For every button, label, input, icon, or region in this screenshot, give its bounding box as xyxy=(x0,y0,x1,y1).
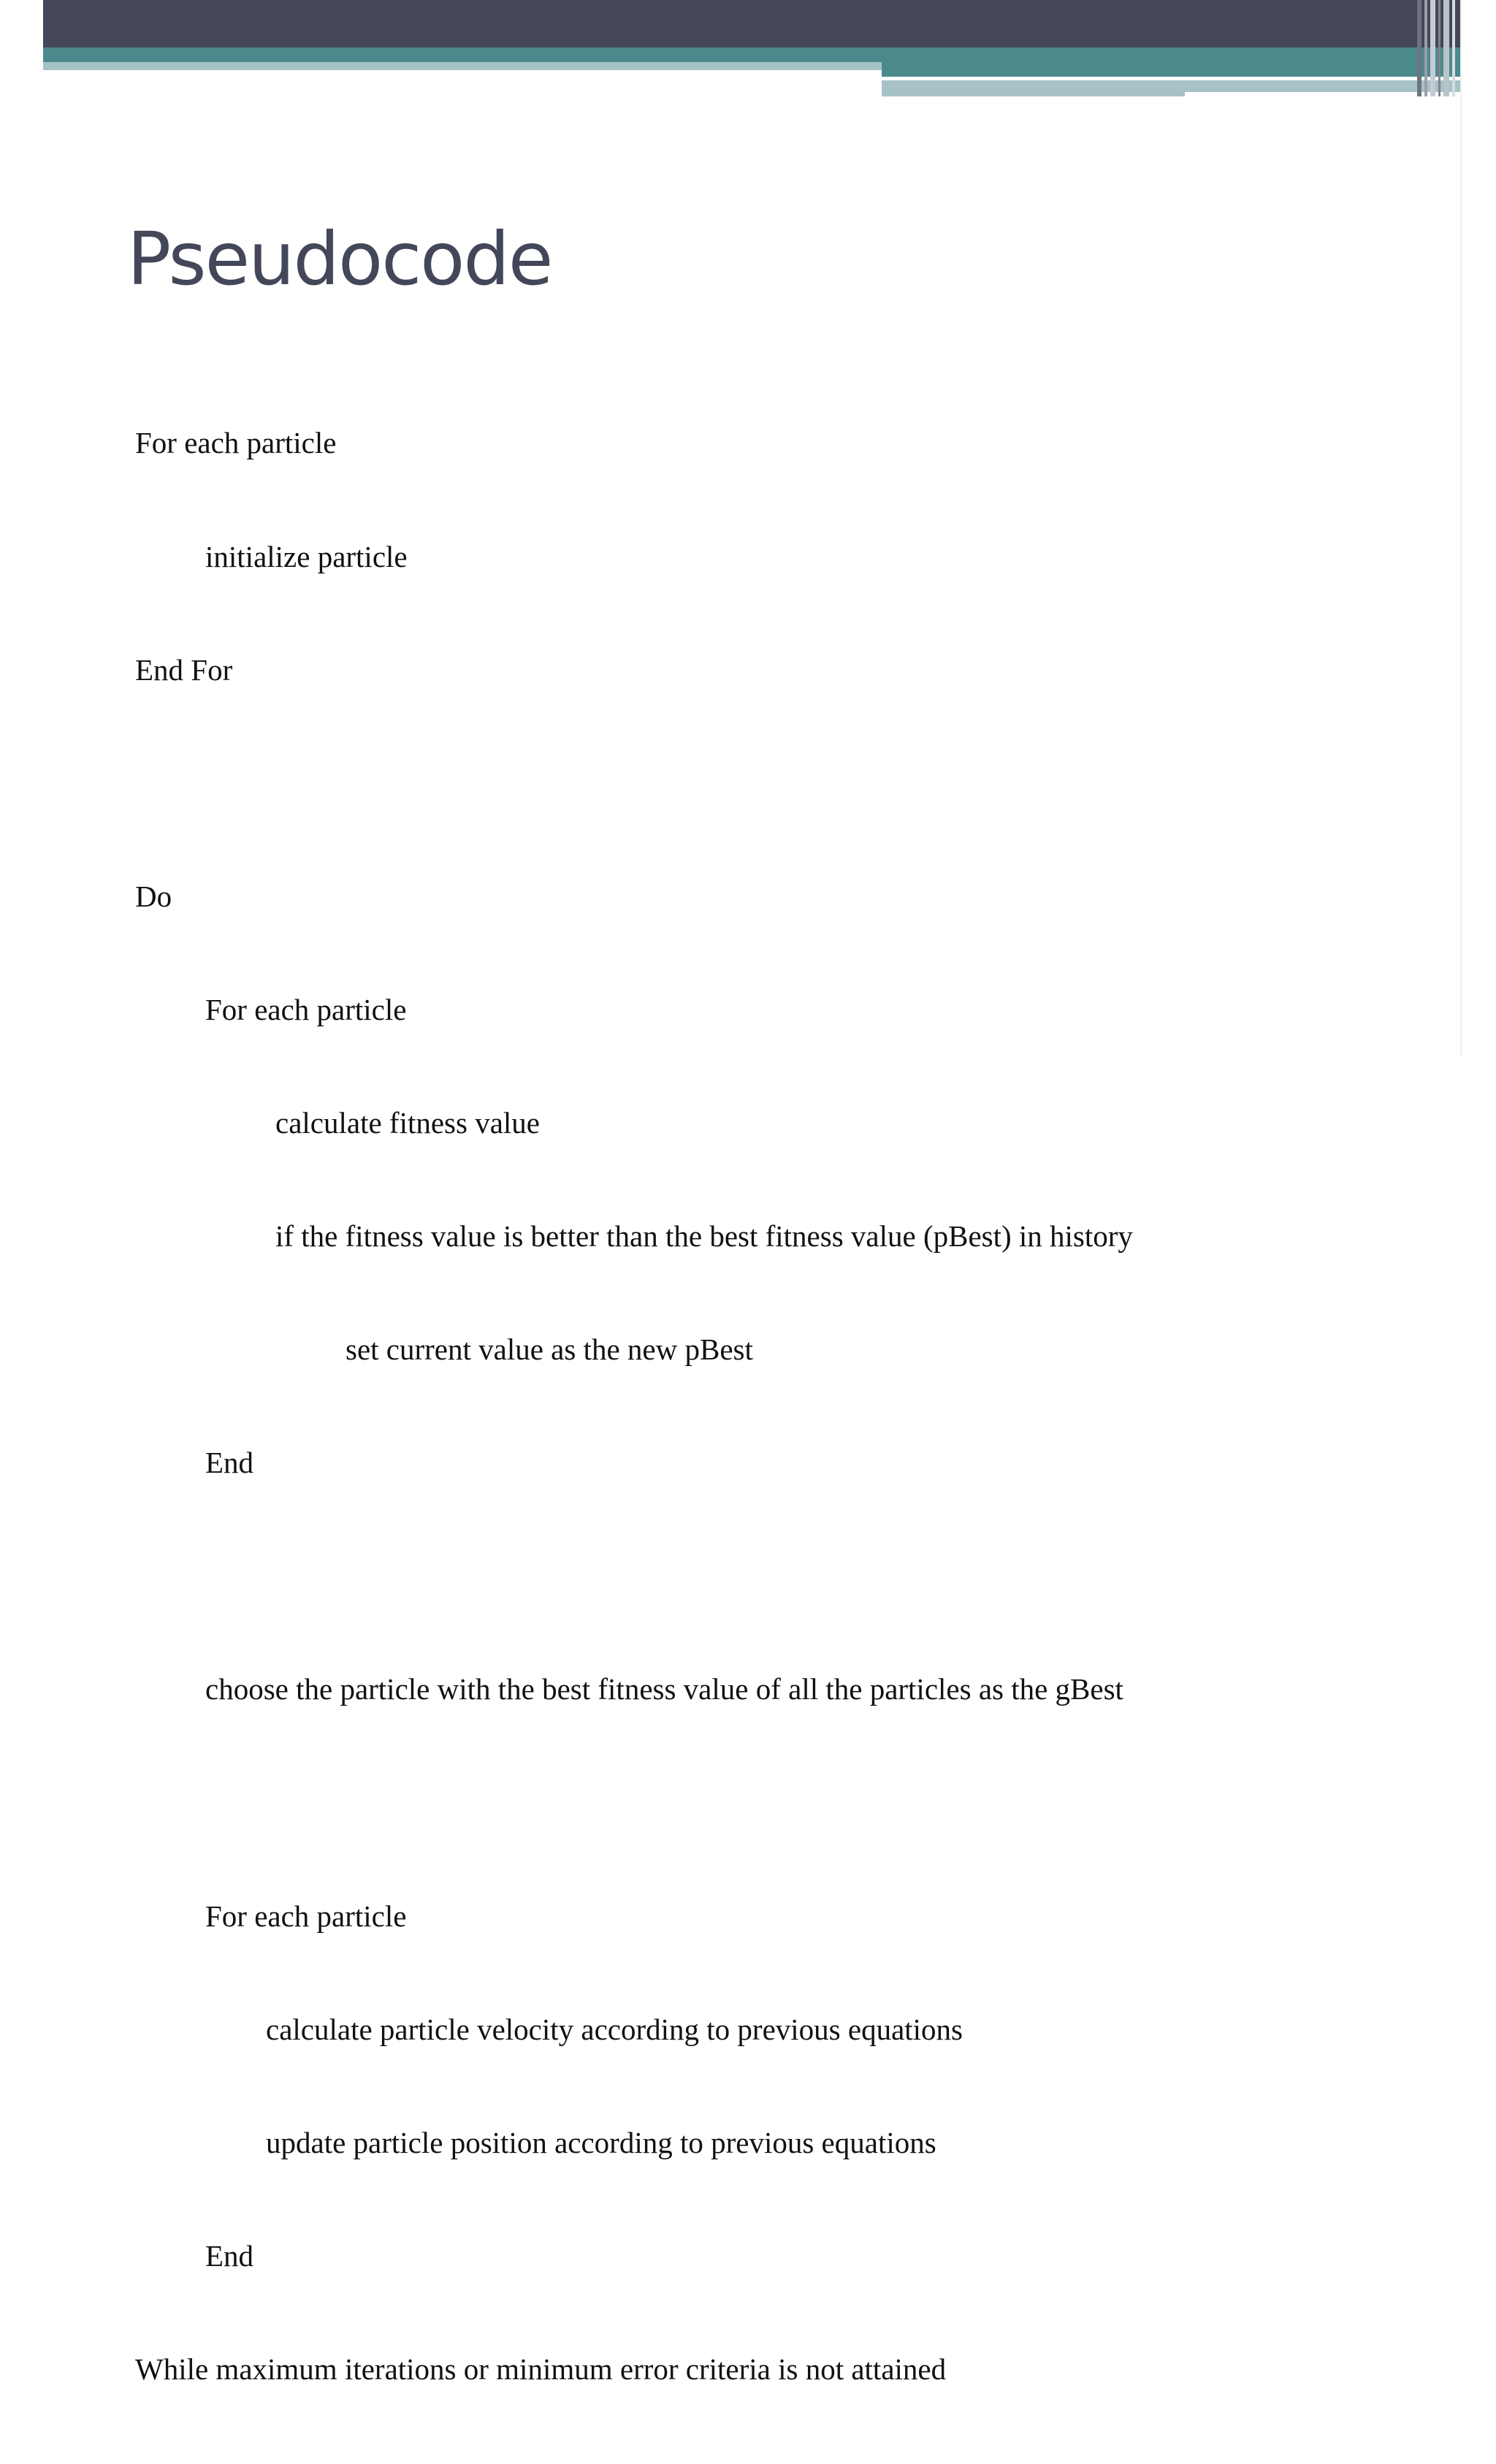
header-bar-pale-left xyxy=(43,62,882,70)
pseudocode-blank-line xyxy=(135,1557,1133,1595)
header-bar-dark xyxy=(43,0,1460,47)
header-bar-teal-right xyxy=(882,47,1460,77)
header-bar-pale-right-lower xyxy=(882,91,1185,96)
pseudocode-line: End xyxy=(205,2238,254,2273)
pseudocode-line: End xyxy=(205,1446,254,1480)
pseudocode-line: set current value as the new pBest xyxy=(346,1332,753,1367)
header-bar-pale-right xyxy=(882,80,1460,91)
pseudocode-blank-line xyxy=(135,1785,1133,1823)
pseudocode-line: End For xyxy=(135,652,233,687)
header-vertical-stripes xyxy=(1417,0,1461,96)
pseudocode-line: For each particle xyxy=(135,426,337,460)
pseudocode-line: While maximum iterations or minimum error criteria is not attained xyxy=(135,2352,947,2386)
header-bar-teal-left xyxy=(43,47,882,62)
pseudocode-line: calculate fitness value xyxy=(275,1105,540,1140)
pseudocode-line: For each particle xyxy=(205,992,407,1026)
pseudocode-line: calculate particle velocity according to previous equations xyxy=(266,2012,963,2046)
pseudocode-blank-line xyxy=(135,765,1133,803)
pseudocode-line: update particle position according to previous equations xyxy=(266,2125,936,2159)
pseudocode-block xyxy=(135,349,1133,2464)
pseudocode-line: choose the particle with the best fitness value of all the particles as the gBest xyxy=(205,1672,1123,1706)
pseudocode-line: Do xyxy=(135,879,172,913)
pseudocode-line: For each particle xyxy=(205,1899,407,1933)
slide-title: Pseudocode xyxy=(127,216,552,302)
pseudocode-line: initialize particle xyxy=(205,539,408,573)
slide-right-edge xyxy=(1460,0,1462,1057)
pseudocode-line: if the fitness value is better than the best fitness value (pBest) in history xyxy=(275,1219,1133,1254)
